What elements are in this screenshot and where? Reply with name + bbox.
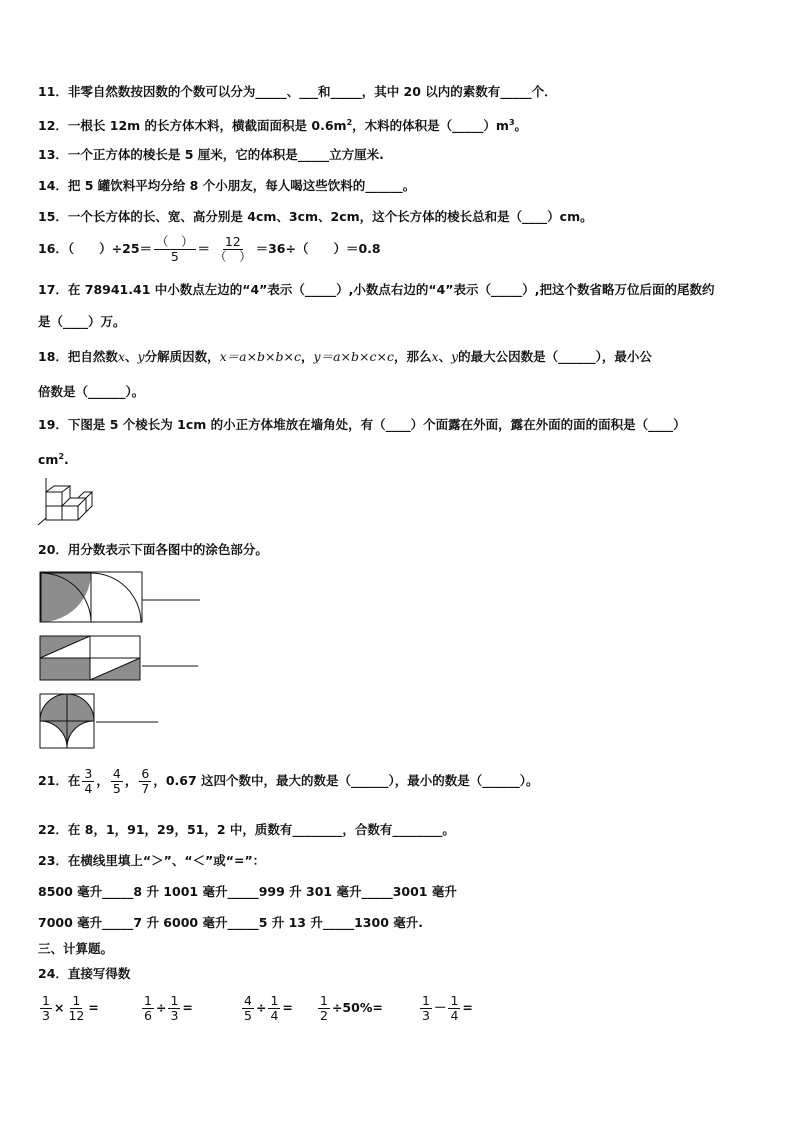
- answer-blank[interactable]: ______: [351, 773, 389, 788]
- calc-item-1: $\frac{1}{3}$ × $\frac{1}{12}$ =: [42, 993, 99, 1023]
- answer-blank[interactable]: ______: [482, 773, 520, 788]
- answer-blank[interactable]: _____: [297, 147, 330, 162]
- question-22: 22．在 8，1，91，29，51，2 中，质数有________，合数有________。: [38, 822, 455, 837]
- answer-slot[interactable]: =: [88, 1000, 99, 1015]
- answer-blank[interactable]: ________: [392, 822, 443, 837]
- question-17-line-2: 是（____）万。: [38, 314, 126, 329]
- shaded-figure-3: [38, 692, 163, 750]
- answer-slot[interactable]: ÷50%=: [331, 1000, 383, 1015]
- answer-blank[interactable]: ____: [63, 314, 89, 329]
- answer-blank[interactable]: _____: [102, 915, 134, 930]
- question-11: 11．非零自然数按因数的个数可以分为_____、___和_____，其中 20 以内的素数有_____个．: [38, 84, 557, 99]
- answer-blank[interactable]: ______: [558, 349, 596, 364]
- fraction: $\frac{4}{5}$: [112, 766, 121, 796]
- question-17: 17．在 78941.41 中小数点左边的“4”表示（_____）,小数点右边的“4”表示（_____）,把这个数省略万位后面的尾数约: [38, 282, 715, 297]
- answer-blank[interactable]: _____: [102, 884, 134, 899]
- question-18-line-2: 倍数是（______）。: [38, 384, 145, 399]
- question-23-line-2: 7000 毫升_____7 升 6000 毫升_____5 升 13 升_____1300 毫升.: [38, 915, 423, 930]
- answer-blank[interactable]: ______: [365, 178, 403, 193]
- question-18: 18．把自然数x、y分解质因数，x＝a×b×b×c，y＝a×b×c×c，那么x、y的最大公因数是（______），最小公: [38, 349, 652, 364]
- calc-item-2: $\frac{1}{6}$ ÷ $\frac{1}{3}$ =: [144, 993, 193, 1023]
- answer-blank[interactable]: _____: [227, 915, 259, 930]
- fraction: $\frac{6}{7}$: [141, 766, 150, 796]
- section-heading: 三、计算题。: [38, 941, 114, 956]
- answer-blank[interactable]: _____: [491, 282, 523, 297]
- fraction: （ ） 5: [156, 234, 194, 264]
- question-19: 19．下图是 5 个棱长为 1cm 的小正方体堆放在墙角处，有（____）个面露在外面，露在外面的面的面积是（____）: [38, 417, 686, 432]
- answer-blank[interactable]: _____: [304, 282, 337, 297]
- answer-blank[interactable]: ___: [299, 84, 318, 99]
- answer-blank[interactable]: _____: [500, 84, 532, 99]
- fraction: $\frac{3}{4}$: [84, 766, 93, 796]
- answer-blank[interactable]: _____: [322, 915, 355, 930]
- answer-blank[interactable]: ________: [292, 822, 343, 837]
- question-23: 23．在横线里填上“＞”、“＜”或“=”：: [38, 853, 266, 868]
- calc-item-3: $\frac{4}{5}$ ÷ $\frac{1}{4}$ =: [244, 993, 293, 1023]
- answer-blank[interactable]: ____: [522, 209, 548, 224]
- cube-stack-figure: [36, 476, 106, 526]
- question-14: 14．把 5 罐饮料平均分给 8 个小朋友，每人喝这些饮料的______。: [38, 178, 416, 193]
- question-21: 21．在 $\frac{3}{4}$ ， $\frac{4}{5}$ ， $\frac{6}{7}$ ，0.67 这四个数中，最大的数是（______），最小的数是（______）。: [38, 766, 539, 796]
- answer-blank[interactable]: _____: [227, 884, 259, 899]
- expression-y: y＝a×b×c×c: [313, 349, 394, 364]
- answer-blank[interactable]: ____: [648, 417, 674, 432]
- calc-item-4: $\frac{1}{2}$ ÷50%=: [320, 993, 383, 1023]
- answer-blank[interactable]: ____: [385, 417, 411, 432]
- fraction: 12 （ ）: [214, 234, 252, 264]
- shaded-figure-2: [38, 634, 203, 684]
- calc-item-5: $\frac{1}{3}$ － $\frac{1}{4}$ =: [422, 993, 473, 1023]
- question-12: 12．一根长 12m 的长方体木料，横截面面积是 $0.6m^2$，木料的体积是$(\_\_\_\_\_)m^3$。: [38, 118, 528, 134]
- shaded-figure-1: [38, 570, 203, 625]
- question-23-line-1: 8500 毫升_____8 升 1001 毫升_____999 升 301 毫升_____3001 毫升: [38, 884, 457, 899]
- answer-slot[interactable]: =: [282, 1000, 293, 1015]
- answer-blank[interactable]: _____: [330, 84, 362, 99]
- answer-slot[interactable]: =: [182, 1000, 193, 1015]
- answer-blank[interactable]: _____: [361, 884, 393, 899]
- question-24: 24．直接写得数: [38, 966, 131, 981]
- question-19-line-2: $cm^2$.: [38, 452, 69, 468]
- question-15: 15．一个长方体的长、宽、高分别是 4cm、3cm、2cm，这个长方体的棱长总和是（____）cm。: [38, 209, 593, 224]
- question-20: 20．用分数表示下面各图中的涂色部分。: [38, 542, 268, 557]
- question-13: 13．一个正方体的棱长是 5 厘米，它的体积是_____立方厘米.: [38, 147, 384, 162]
- answer-slot[interactable]: =: [462, 1000, 473, 1015]
- q-number: 11．: [38, 84, 68, 99]
- question-16: 16．（ ）÷25＝ （ ） 5 ＝ 12 （ ） ＝36÷（ ）＝0.8: [38, 234, 381, 264]
- answer-blank[interactable]: _____: [255, 84, 287, 99]
- expression-x: x＝a×b×b×c: [219, 349, 302, 364]
- answer-blank[interactable]: _____: [452, 118, 484, 134]
- answer-blank[interactable]: ______: [88, 384, 126, 399]
